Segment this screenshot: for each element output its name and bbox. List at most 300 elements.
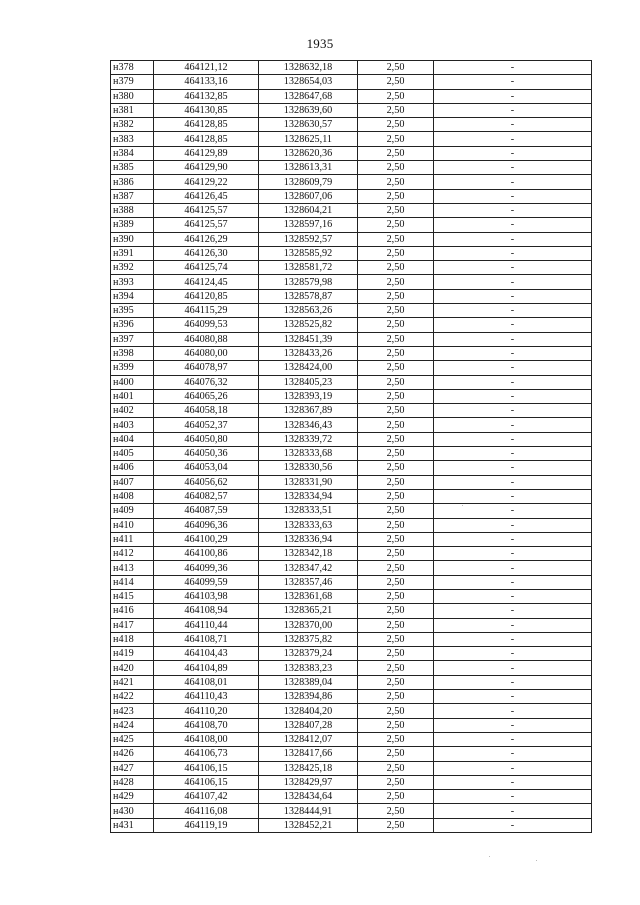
table-row <box>111 318 592 332</box>
description-cell: - <box>434 375 592 389</box>
description-cell: - <box>434 189 592 203</box>
x-coordinate-cell: 464108,00 <box>154 732 259 746</box>
table-row <box>111 547 592 561</box>
description-cell: - <box>434 532 592 546</box>
point-id-cell: н420 <box>111 661 154 675</box>
point-id-cell: н414 <box>111 575 154 589</box>
accuracy-cell: 2,50 <box>358 332 434 346</box>
description-cell: - <box>434 132 592 146</box>
description-cell: - <box>434 246 592 260</box>
point-id-cell: н411 <box>111 532 154 546</box>
point-id-cell: н419 <box>111 647 154 661</box>
description-cell: - <box>434 761 592 775</box>
scan-speck <box>489 856 490 857</box>
accuracy-cell: 2,50 <box>358 232 434 246</box>
accuracy-cell: 2,50 <box>358 475 434 489</box>
accuracy-cell: 2,50 <box>358 161 434 175</box>
y-coordinate-cell: 1328444,91 <box>259 804 358 818</box>
x-coordinate-cell: 464128,85 <box>154 118 259 132</box>
point-id-cell: н397 <box>111 332 154 346</box>
point-id-cell: н388 <box>111 203 154 217</box>
accuracy-cell: 2,50 <box>358 690 434 704</box>
point-id-cell: н379 <box>111 75 154 89</box>
table-row <box>111 661 592 675</box>
accuracy-cell: 2,50 <box>358 518 434 532</box>
description-cell: - <box>434 232 592 246</box>
table-row <box>111 75 592 89</box>
description-cell: - <box>434 690 592 704</box>
point-id-cell: н418 <box>111 632 154 646</box>
accuracy-cell: 2,50 <box>358 532 434 546</box>
description-cell: - <box>434 604 592 618</box>
table-row <box>111 304 592 318</box>
table-row <box>111 246 592 260</box>
table-row <box>111 704 592 718</box>
x-coordinate-cell: 464129,90 <box>154 161 259 175</box>
description-cell: - <box>434 318 592 332</box>
y-coordinate-cell: 1328404,20 <box>259 704 358 718</box>
description-cell: - <box>434 575 592 589</box>
y-coordinate-cell: 1328412,07 <box>259 732 358 746</box>
x-coordinate-cell: 464080,88 <box>154 332 259 346</box>
x-coordinate-cell: 464133,16 <box>154 75 259 89</box>
accuracy-cell: 2,50 <box>358 618 434 632</box>
description-cell: - <box>434 747 592 761</box>
point-id-cell: н431 <box>111 818 154 832</box>
accuracy-cell: 2,50 <box>358 118 434 132</box>
point-id-cell: н396 <box>111 318 154 332</box>
y-coordinate-cell: 1328331,90 <box>259 475 358 489</box>
point-id-cell: н401 <box>111 389 154 403</box>
x-coordinate-cell: 464124,45 <box>154 275 259 289</box>
x-coordinate-cell: 464130,85 <box>154 103 259 117</box>
x-coordinate-cell: 464116,08 <box>154 804 259 818</box>
y-coordinate-cell: 1328357,46 <box>259 575 358 589</box>
table-row <box>111 504 592 518</box>
y-coordinate-cell: 1328347,42 <box>259 561 358 575</box>
accuracy-cell: 2,50 <box>358 389 434 403</box>
accuracy-cell: 2,50 <box>358 718 434 732</box>
accuracy-cell: 2,50 <box>358 604 434 618</box>
description-cell: - <box>434 261 592 275</box>
x-coordinate-cell: 464120,85 <box>154 289 259 303</box>
table-row <box>111 61 592 75</box>
x-coordinate-cell: 464100,29 <box>154 532 259 546</box>
description-cell: - <box>434 218 592 232</box>
y-coordinate-cell: 1328394,86 <box>259 690 358 704</box>
x-coordinate-cell: 464078,97 <box>154 361 259 375</box>
table-row <box>111 261 592 275</box>
x-coordinate-cell: 464053,04 <box>154 461 259 475</box>
y-coordinate-cell: 1328333,68 <box>259 447 358 461</box>
x-coordinate-cell: 464080,00 <box>154 346 259 360</box>
x-coordinate-cell: 464125,74 <box>154 261 259 275</box>
point-id-cell: н385 <box>111 161 154 175</box>
description-cell: - <box>434 404 592 418</box>
accuracy-cell: 2,50 <box>358 632 434 646</box>
table-row <box>111 404 592 418</box>
accuracy-cell: 2,50 <box>358 361 434 375</box>
table-row <box>111 804 592 818</box>
accuracy-cell: 2,50 <box>358 489 434 503</box>
point-id-cell: н382 <box>111 118 154 132</box>
point-id-cell: н384 <box>111 146 154 160</box>
description-cell: - <box>434 146 592 160</box>
accuracy-cell: 2,50 <box>358 261 434 275</box>
table-row <box>111 532 592 546</box>
table-row <box>111 118 592 132</box>
x-coordinate-cell: 464125,57 <box>154 218 259 232</box>
y-coordinate-cell: 1328361,68 <box>259 589 358 603</box>
table-row <box>111 447 592 461</box>
table-row <box>111 175 592 189</box>
y-coordinate-cell: 1328333,63 <box>259 518 358 532</box>
y-coordinate-cell: 1328592,57 <box>259 232 358 246</box>
accuracy-cell: 2,50 <box>358 189 434 203</box>
x-coordinate-cell: 464126,30 <box>154 246 259 260</box>
x-coordinate-cell: 464099,53 <box>154 318 259 332</box>
table-row <box>111 489 592 503</box>
table-row <box>111 232 592 246</box>
point-id-cell: н403 <box>111 418 154 432</box>
table-row <box>111 389 592 403</box>
y-coordinate-cell: 1328609,79 <box>259 175 358 189</box>
accuracy-cell: 2,50 <box>358 175 434 189</box>
x-coordinate-cell: 464126,29 <box>154 232 259 246</box>
description-cell: - <box>434 332 592 346</box>
point-id-cell: н399 <box>111 361 154 375</box>
point-id-cell: н412 <box>111 547 154 561</box>
x-coordinate-cell: 464110,44 <box>154 618 259 632</box>
table-row <box>111 161 592 175</box>
x-coordinate-cell: 464058,18 <box>154 404 259 418</box>
accuracy-cell: 2,50 <box>358 575 434 589</box>
point-id-cell: н378 <box>111 61 154 75</box>
x-coordinate-cell: 464126,45 <box>154 189 259 203</box>
description-cell: - <box>434 561 592 575</box>
table-row <box>111 346 592 360</box>
description-cell: - <box>434 203 592 217</box>
y-coordinate-cell: 1328604,21 <box>259 203 358 217</box>
accuracy-cell: 2,50 <box>358 804 434 818</box>
point-id-cell: н391 <box>111 246 154 260</box>
description-cell: - <box>434 489 592 503</box>
accuracy-cell: 2,50 <box>358 790 434 804</box>
y-coordinate-cell: 1328365,21 <box>259 604 358 618</box>
point-id-cell: н416 <box>111 604 154 618</box>
accuracy-cell: 2,50 <box>358 289 434 303</box>
accuracy-cell: 2,50 <box>358 761 434 775</box>
point-id-cell: н394 <box>111 289 154 303</box>
accuracy-cell: 2,50 <box>358 75 434 89</box>
y-coordinate-cell: 1328625,11 <box>259 132 358 146</box>
y-coordinate-cell: 1328424,00 <box>259 361 358 375</box>
table-row <box>111 818 592 832</box>
accuracy-cell: 2,50 <box>358 103 434 117</box>
coordinates-table-body <box>111 61 592 833</box>
y-coordinate-cell: 1328339,72 <box>259 432 358 446</box>
point-id-cell: н424 <box>111 718 154 732</box>
table-row <box>111 375 592 389</box>
table-row <box>111 361 592 375</box>
x-coordinate-cell: 464087,59 <box>154 504 259 518</box>
x-coordinate-cell: 464110,43 <box>154 690 259 704</box>
x-coordinate-cell: 464099,59 <box>154 575 259 589</box>
accuracy-cell: 2,50 <box>358 346 434 360</box>
y-coordinate-cell: 1328425,18 <box>259 761 358 775</box>
y-coordinate-cell: 1328613,31 <box>259 161 358 175</box>
table-row <box>111 132 592 146</box>
y-coordinate-cell: 1328370,00 <box>259 618 358 632</box>
point-id-cell: н425 <box>111 732 154 746</box>
x-coordinate-cell: 464115,29 <box>154 304 259 318</box>
x-coordinate-cell: 464121,12 <box>154 61 259 75</box>
x-coordinate-cell: 464129,22 <box>154 175 259 189</box>
y-coordinate-cell: 1328429,97 <box>259 775 358 789</box>
table-row <box>111 589 592 603</box>
description-cell: - <box>434 775 592 789</box>
table-row <box>111 618 592 632</box>
x-coordinate-cell: 464108,01 <box>154 675 259 689</box>
point-id-cell: н428 <box>111 775 154 789</box>
x-coordinate-cell: 464108,71 <box>154 632 259 646</box>
table-row <box>111 432 592 446</box>
point-id-cell: н417 <box>111 618 154 632</box>
y-coordinate-cell: 1328333,51 <box>259 504 358 518</box>
table-row <box>111 675 592 689</box>
table-row <box>111 632 592 646</box>
table-row <box>111 218 592 232</box>
x-coordinate-cell: 464050,36 <box>154 447 259 461</box>
x-coordinate-cell: 464110,20 <box>154 704 259 718</box>
accuracy-cell: 2,50 <box>358 818 434 832</box>
x-coordinate-cell: 464108,70 <box>154 718 259 732</box>
accuracy-cell: 2,50 <box>358 146 434 160</box>
y-coordinate-cell: 1328620,36 <box>259 146 358 160</box>
description-cell: - <box>434 118 592 132</box>
point-id-cell: н406 <box>111 461 154 475</box>
y-coordinate-cell: 1328334,94 <box>259 489 358 503</box>
y-coordinate-cell: 1328342,18 <box>259 547 358 561</box>
description-cell: - <box>434 275 592 289</box>
table-row <box>111 561 592 575</box>
accuracy-cell: 2,50 <box>358 89 434 103</box>
table-row <box>111 461 592 475</box>
description-cell: - <box>434 361 592 375</box>
accuracy-cell: 2,50 <box>358 432 434 446</box>
point-id-cell: н393 <box>111 275 154 289</box>
point-id-cell: н426 <box>111 747 154 761</box>
description-cell: - <box>434 89 592 103</box>
point-id-cell: н423 <box>111 704 154 718</box>
table-row <box>111 732 592 746</box>
description-cell: - <box>434 346 592 360</box>
accuracy-cell: 2,50 <box>358 318 434 332</box>
point-id-cell: н404 <box>111 432 154 446</box>
x-coordinate-cell: 464108,94 <box>154 604 259 618</box>
accuracy-cell: 2,50 <box>358 447 434 461</box>
y-coordinate-cell: 1328393,19 <box>259 389 358 403</box>
point-id-cell: н395 <box>111 304 154 318</box>
accuracy-cell: 2,50 <box>358 547 434 561</box>
accuracy-cell: 2,50 <box>358 732 434 746</box>
y-coordinate-cell: 1328630,57 <box>259 118 358 132</box>
y-coordinate-cell: 1328336,94 <box>259 532 358 546</box>
y-coordinate-cell: 1328434,64 <box>259 790 358 804</box>
x-coordinate-cell: 464096,36 <box>154 518 259 532</box>
y-coordinate-cell: 1328407,28 <box>259 718 358 732</box>
y-coordinate-cell: 1328383,23 <box>259 661 358 675</box>
point-id-cell: н400 <box>111 375 154 389</box>
x-coordinate-cell: 464056,62 <box>154 475 259 489</box>
point-id-cell: н421 <box>111 675 154 689</box>
x-coordinate-cell: 464052,37 <box>154 418 259 432</box>
point-id-cell: н383 <box>111 132 154 146</box>
point-id-cell: н408 <box>111 489 154 503</box>
accuracy-cell: 2,50 <box>358 675 434 689</box>
y-coordinate-cell: 1328597,16 <box>259 218 358 232</box>
point-id-cell: н398 <box>111 346 154 360</box>
accuracy-cell: 2,50 <box>358 747 434 761</box>
accuracy-cell: 2,50 <box>358 561 434 575</box>
description-cell: - <box>434 718 592 732</box>
point-id-cell: н413 <box>111 561 154 575</box>
accuracy-cell: 2,50 <box>358 375 434 389</box>
description-cell: - <box>434 518 592 532</box>
y-coordinate-cell: 1328525,82 <box>259 318 358 332</box>
y-coordinate-cell: 1328632,18 <box>259 61 358 75</box>
x-coordinate-cell: 464099,36 <box>154 561 259 575</box>
x-coordinate-cell: 464106,73 <box>154 747 259 761</box>
accuracy-cell: 2,50 <box>358 661 434 675</box>
table-row <box>111 418 592 432</box>
table-row <box>111 690 592 704</box>
y-coordinate-cell: 1328451,39 <box>259 332 358 346</box>
point-id-cell: н392 <box>111 261 154 275</box>
description-cell: - <box>434 304 592 318</box>
description-cell: - <box>434 175 592 189</box>
x-coordinate-cell: 464050,80 <box>154 432 259 446</box>
table-row <box>111 761 592 775</box>
table-row <box>111 89 592 103</box>
point-id-cell: н402 <box>111 404 154 418</box>
y-coordinate-cell: 1328639,60 <box>259 103 358 117</box>
accuracy-cell: 2,50 <box>358 275 434 289</box>
description-cell: - <box>434 589 592 603</box>
y-coordinate-cell: 1328581,72 <box>259 261 358 275</box>
description-cell: - <box>434 790 592 804</box>
x-coordinate-cell: 464107,42 <box>154 790 259 804</box>
x-coordinate-cell: 464100,86 <box>154 547 259 561</box>
accuracy-cell: 2,50 <box>358 775 434 789</box>
description-cell: - <box>434 632 592 646</box>
point-id-cell: н429 <box>111 790 154 804</box>
x-coordinate-cell: 464076,32 <box>154 375 259 389</box>
x-coordinate-cell: 464106,15 <box>154 761 259 775</box>
accuracy-cell: 2,50 <box>358 203 434 217</box>
description-cell: - <box>434 75 592 89</box>
x-coordinate-cell: 464104,43 <box>154 647 259 661</box>
y-coordinate-cell: 1328654,03 <box>259 75 358 89</box>
table-row <box>111 518 592 532</box>
description-cell: - <box>434 732 592 746</box>
x-coordinate-cell: 464082,57 <box>154 489 259 503</box>
x-coordinate-cell: 464103,98 <box>154 589 259 603</box>
accuracy-cell: 2,50 <box>358 404 434 418</box>
table-row <box>111 203 592 217</box>
y-coordinate-cell: 1328405,23 <box>259 375 358 389</box>
accuracy-cell: 2,50 <box>358 589 434 603</box>
description-cell: - <box>434 818 592 832</box>
description-cell: - <box>434 103 592 117</box>
point-id-cell: н410 <box>111 518 154 532</box>
x-coordinate-cell: 464106,15 <box>154 775 259 789</box>
y-coordinate-cell: 1328367,89 <box>259 404 358 418</box>
y-coordinate-cell: 1328379,24 <box>259 647 358 661</box>
accuracy-cell: 2,50 <box>358 704 434 718</box>
description-cell: - <box>434 647 592 661</box>
table-row <box>111 790 592 804</box>
point-id-cell: н381 <box>111 103 154 117</box>
y-coordinate-cell: 1328389,04 <box>259 675 358 689</box>
accuracy-cell: 2,50 <box>358 304 434 318</box>
point-id-cell: н422 <box>111 690 154 704</box>
point-id-cell: н430 <box>111 804 154 818</box>
x-coordinate-cell: 464129,89 <box>154 146 259 160</box>
x-coordinate-cell: 464119,19 <box>154 818 259 832</box>
point-id-cell: н387 <box>111 189 154 203</box>
table-row <box>111 103 592 117</box>
y-coordinate-cell: 1328417,66 <box>259 747 358 761</box>
accuracy-cell: 2,50 <box>358 504 434 518</box>
accuracy-cell: 2,50 <box>358 246 434 260</box>
table-row <box>111 146 592 160</box>
y-coordinate-cell: 1328563,26 <box>259 304 358 318</box>
y-coordinate-cell: 1328578,87 <box>259 289 358 303</box>
point-id-cell: н389 <box>111 218 154 232</box>
description-cell: - <box>434 661 592 675</box>
accuracy-cell: 2,50 <box>358 647 434 661</box>
table-row <box>111 575 592 589</box>
table-row <box>111 475 592 489</box>
point-id-cell: н380 <box>111 89 154 103</box>
x-coordinate-cell: 464065,26 <box>154 389 259 403</box>
accuracy-cell: 2,50 <box>358 132 434 146</box>
table-row <box>111 289 592 303</box>
description-cell: - <box>434 618 592 632</box>
point-id-cell: н390 <box>111 232 154 246</box>
point-id-cell: н407 <box>111 475 154 489</box>
description-cell: - <box>434 461 592 475</box>
point-id-cell: н386 <box>111 175 154 189</box>
y-coordinate-cell: 1328607,06 <box>259 189 358 203</box>
accuracy-cell: 2,50 <box>358 61 434 75</box>
y-coordinate-cell: 1328375,82 <box>259 632 358 646</box>
accuracy-cell: 2,50 <box>358 218 434 232</box>
description-cell: - <box>434 289 592 303</box>
point-id-cell: н415 <box>111 589 154 603</box>
y-coordinate-cell: 1328579,98 <box>259 275 358 289</box>
description-cell: - <box>434 447 592 461</box>
point-id-cell: н427 <box>111 761 154 775</box>
description-cell: - <box>434 61 592 75</box>
x-coordinate-cell: 464104,89 <box>154 661 259 675</box>
y-coordinate-cell: 1328346,43 <box>259 418 358 432</box>
description-cell: - <box>434 547 592 561</box>
description-cell: - <box>434 161 592 175</box>
description-cell: - <box>434 418 592 432</box>
y-coordinate-cell: 1328647,68 <box>259 89 358 103</box>
